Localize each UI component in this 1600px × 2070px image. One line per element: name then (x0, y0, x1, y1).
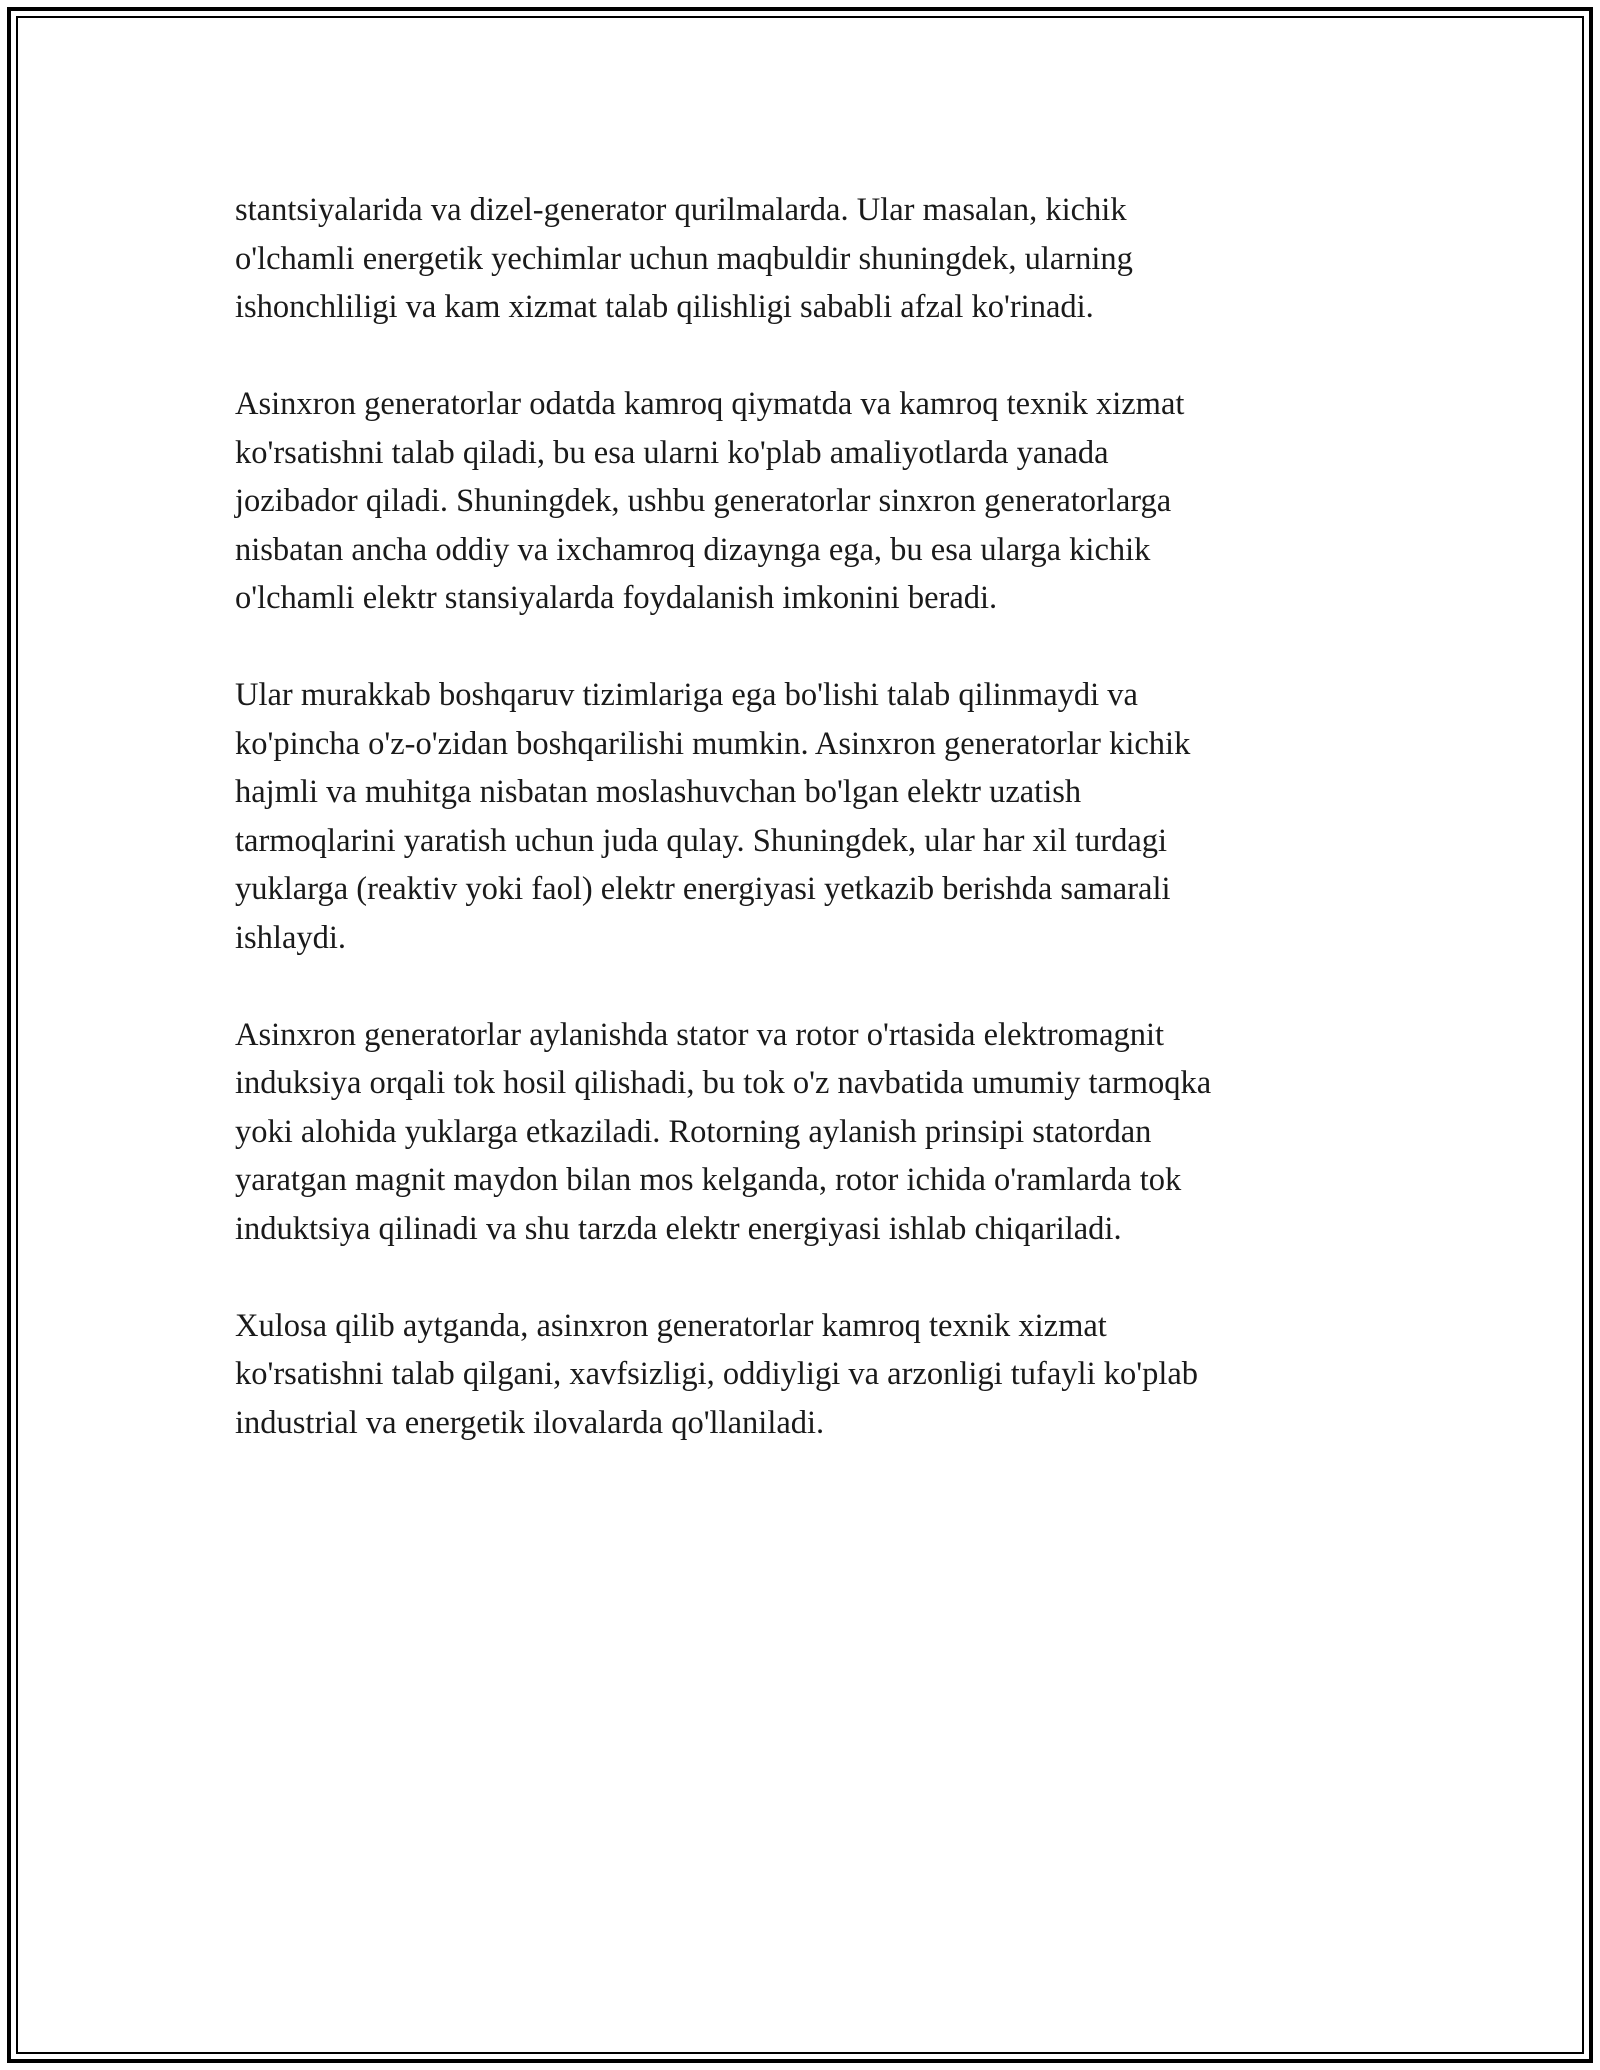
text-line: ko'rsatishni talab qiladi, bu esa ularni ko'plab amaliyotlarda yanada (235, 434, 1109, 471)
text-line: ishlaydi. (235, 919, 347, 956)
text-line: stantsiyalarida va dizel-generator qurilmalarda. Ular masalan, kichik (235, 192, 1127, 228)
document-body (235, 186, 1365, 1496)
text-line: nisbatan ancha oddiy va ixchamroq dizaynga ega, bu esa ularga kichik (235, 531, 1151, 568)
text-line: o'lchamli elektr stansiyalarda foydalanish imkonini beradi. (235, 580, 998, 616)
text-line: yoki alohida yuklarga etkaziladi. Rotorning aylanish prinsipi statordan (235, 1113, 1152, 1150)
text-line: ko'rsatishni talab qilgani, xavfsizligi, oddiyligi va arzonligi tufayli ko'plab (235, 1356, 1199, 1392)
text-line: hajmli va muhitga nisbatan moslashuvchan bo'lgan elektr uzatish (235, 774, 1082, 810)
text-line: jozibador qiladi. Shuningdek, ushbu generatorlar sinxron generatorlarga (235, 483, 1172, 519)
paragraph (235, 671, 1365, 962)
text-line: tarmoqlarini yaratish uchun juda qulay. Shuningdek, ular har xil turdagi (235, 822, 1168, 859)
text-line: induksiya orqali tok hosil qilishadi, bu tok o'z navbatida umumiy tarmoqka (235, 1065, 1212, 1101)
text-line: industrial va energetik ilovalarda qo'llaniladi. (235, 1404, 825, 1441)
paragraph (235, 186, 1365, 332)
text-line: Xulosa qilib aytganda, asinxron generatorlar kamroq texnik xizmat (235, 1307, 1107, 1344)
paragraph (235, 1011, 1365, 1254)
text-line: Ular murakkab boshqaruv tizimlariga ega bo'lishi talab qilinmaydi va (235, 677, 1138, 713)
text-line: Asinxron generatorlar aylanishda stator va rotor o'rtasida elektromagnit (235, 1016, 1165, 1053)
text-line: ishonchliligi va kam xizmat talab qilishligi sababli afzal ko'rinadi. (235, 289, 1094, 325)
text-line: o'lchamli energetik yechimlar uchun maqbuldir shuningdek, ularning (235, 240, 1133, 277)
paragraph (235, 1302, 1365, 1448)
text-line: yuklarga (reaktiv yoki faol) elektr energiyasi yetkazib berishda samarali (235, 871, 1171, 907)
text-line: yaratgan magnit maydon bilan mos kelganda, rotor ichida o'ramlarda tok (235, 1162, 1182, 1198)
text-line: Asinxron generatorlar odatda kamroq qiymatda va kamroq texnik xizmat (235, 386, 1185, 422)
paragraph (235, 380, 1365, 623)
text-line: induktsiya qilinadi va shu tarzda elektr energiyasi ishlab chiqariladi. (235, 1210, 1122, 1247)
text-line: ko'pincha o'z-o'zidan boshqarilishi mumkin. Asinxron generatorlar kichik (235, 725, 1191, 762)
